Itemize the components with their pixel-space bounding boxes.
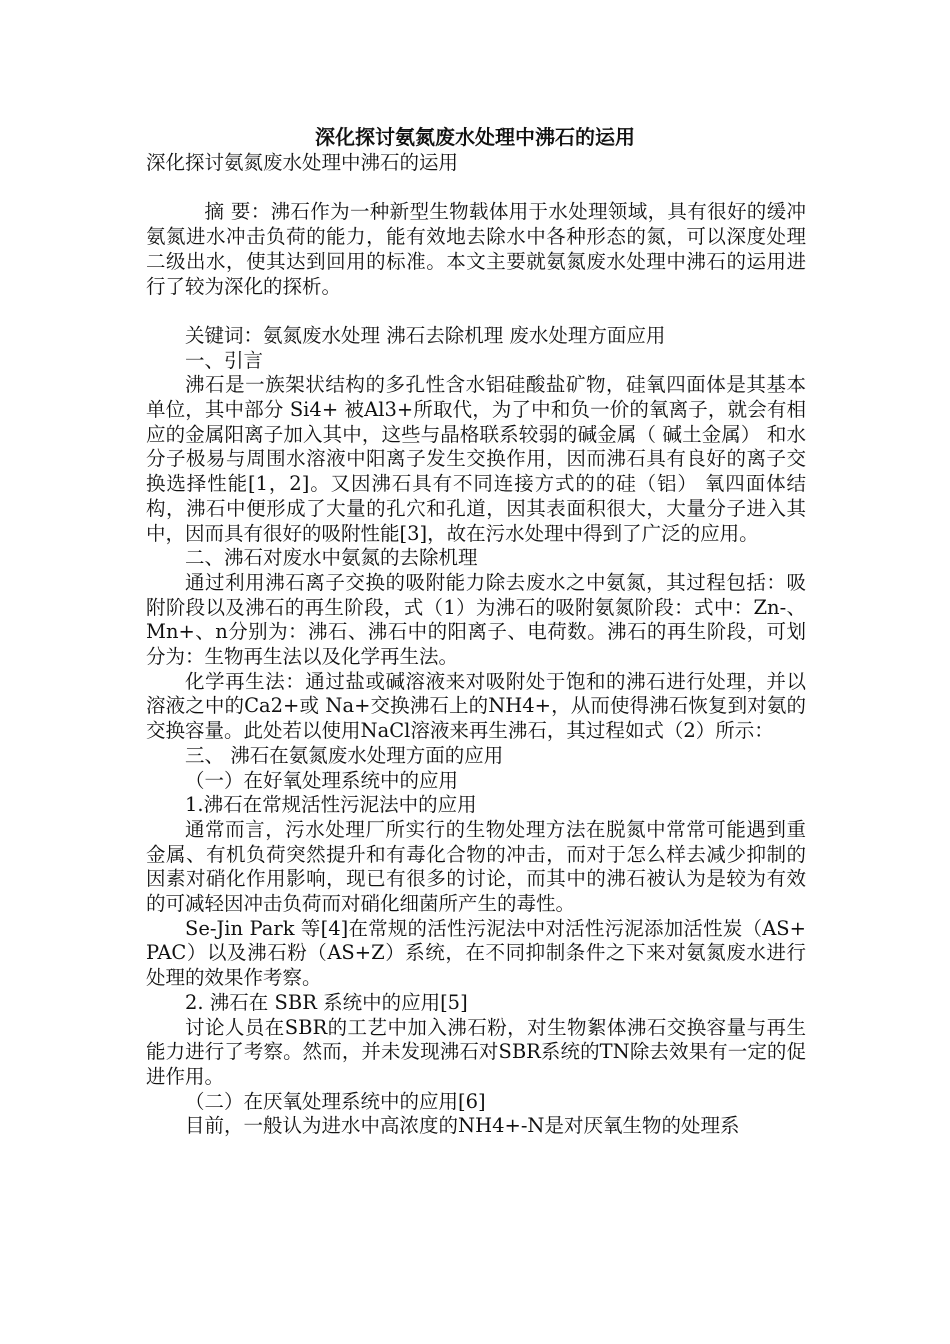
section-heading-mechanism: 二、沸石对废水中氨氮的去除机理 xyxy=(185,546,478,570)
section-heading-applications: 三、 沸石在氨氮废水处理方面的应用 xyxy=(185,743,504,767)
subsection-heading-sbr: 2. 沸石在 SBR 系统中的应用[5] xyxy=(185,990,468,1014)
document-subtitle: 深化探讨氨氮废水处理中沸石的运用 xyxy=(146,151,459,174)
document-body xyxy=(146,151,806,1139)
paragraph-activated-sludge: 通常而言，污水处理厂所实行的生物处理方法在脱氮中常常可能遇到重金属、有机负荷突然提升和有毒化合物的冲击，而对于怎么样去减少抑制的因素对硝化作用影响，现已有很多的讨论，而其中的沸石被认为是较为有效的可减轻因冲击负荷而对硝化细菌所产生的毒性。 xyxy=(146,817,806,916)
subsection-heading-anaerobic: （二）在厌氧处理系统中的应用[6] xyxy=(185,1089,486,1113)
keywords-line: 关键词：氨氮废水处理 沸石去除机理 废水处理方面应用 xyxy=(185,323,666,347)
spacer xyxy=(146,176,806,201)
section-heading-introduction: 一、引言 xyxy=(185,348,264,372)
spacer xyxy=(146,299,806,324)
paragraph-introduction: 沸石是一族架状结构的多孔性含水铝硅酸盐矿物，硅氧四面体是其基本单位，其中部分 Si4+ 被Al3+所取代，为了中和负一价的氧离子，就会有相应的金属阳离子加入其中，这些与晶格联系较弱的碱金属（ 碱土金属） 和水分子极易与周围水溶液中阳离子发生交换作用，因而沸石具有良好的离子交换选择性能[1，2]。又因沸石具有不同连接方式的的硅（铝） 氧四面体结构，沸石中便形成了大量的孔穴和孔道，因其表面积很大，大量分子进入其中，因而具有很好的吸附性能[3]，故在污水处理中得到了广泛的应用。 xyxy=(146,373,806,545)
paragraph-sbr: 讨论人员在SBR的工艺中加入沸石粉，对生物絮体沸石交换容量与再生能力进行了考察。然而，并未发现沸石对SBR系统的TN除去效果有一定的促进作用。 xyxy=(146,1015,806,1088)
paragraph-chemical-regeneration: 化学再生法：通过盐或碱溶液来对吸附处于饱和的沸石进行处理，并以溶液之中的Ca2+或 Na+交换沸石上的NH4+，从而使得沸石恢复到对氨的交换容量。此处若以使用NaCl溶液来再生沸石，其过程如式（2）所示： xyxy=(146,669,806,743)
subsection-heading-aerobic: （一）在好氧处理系统中的应用 xyxy=(185,768,459,792)
abstract-paragraph: 摘 要：沸石作为一种新型生物载体用于水处理领域，具有很好的缓冲氨氮进水冲击负荷的能力，能有效地去除水中各种形态的氮，可以深度处理二级出水，使其达到回用的标准。本文主要就氨氮废水处理中沸石的运用进行了较为深化的探析。 xyxy=(146,200,806,298)
document-title: 深化探讨氨氮废水处理中沸石的运用 xyxy=(315,125,635,149)
subsection-heading-activated-sludge: 1.沸石在常规活性污泥法中的应用 xyxy=(185,793,477,817)
paragraph-park-study: Se-Jin Park 等[4]在常规的活性污泥法中对活性污泥添加活性炭（AS+PAC）以及沸石粉（AS+Z）系统，在不同抑制条件之下来对氨氮废水进行处理的效果作考察。 xyxy=(146,916,806,990)
paragraph-anaerobic: 目前，一般认为进水中高浓度的NH4+-N是对厌氧生物的处理系 xyxy=(185,1114,740,1138)
paragraph-mechanism: 通过利用沸石离子交换的吸附能力除去废水之中氨氮，其过程包括：吸附阶段以及沸石的再生阶段，式（1）为沸石的吸附氨氮阶段：式中：Zn-、Mn+、n分别为：沸石、沸石中的阳离子、电荷数。沸石的再生阶段，可划分为：生物再生法以及化学再生法。 xyxy=(146,570,806,669)
